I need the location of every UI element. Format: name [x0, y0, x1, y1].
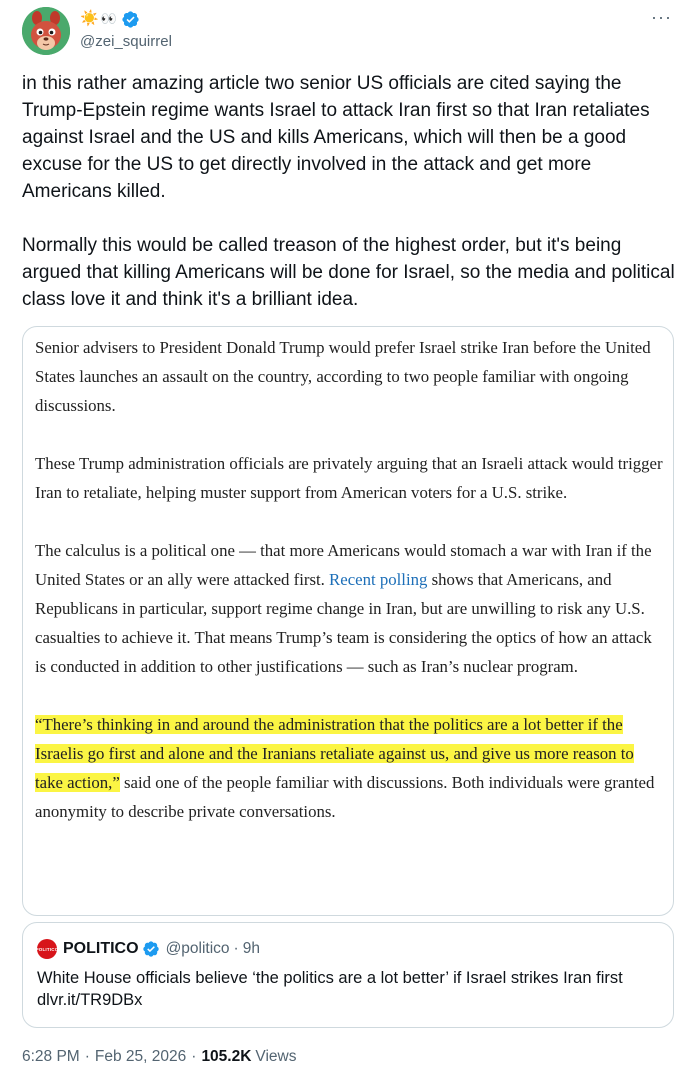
article-paragraph-3-end: shows that Americans, and Republicans in particular, support regime change in Iran, but are unwilling to risk any U.S. casualties to achieve it. That means Trump’s team is considering the optics of how an attack is conducted in addition to other justifications — such as Iran’s nuclear program.: [35, 570, 652, 676]
tweet-time[interactable]: 6:28 PM: [22, 1048, 80, 1065]
views-count[interactable]: 105.2K: [201, 1048, 252, 1065]
meta-separator: ·: [84, 1048, 90, 1065]
quoted-tweet-text: White House officials believe ‘the politics are a lot better’ if Israel strikes Iran first dlvr.it/TR9DBx: [37, 969, 623, 1009]
highlighted-quote: “There’s thinking in and around the administration that the politics are a lot better if the Israelis go first and alone and the Iranians retaliate against us, and give us more reason to take action,”: [35, 715, 634, 792]
squirrel-avatar-icon: [22, 7, 70, 55]
quoted-time[interactable]: 9h: [242, 940, 260, 957]
tweet-paragraph-1: in this rather amazing article two senior US officials are cited saying the Trump-Epstein regime wants Israel to attack Iran first so that Iran retaliates against Israel and the US and kills Americans, which will then be a good excuse for the US to get directly involved in the attack and get more Americans killed.: [22, 73, 650, 202]
verified-badge-icon: [142, 940, 160, 958]
article-paragraph-2: These Trump administration officials are privately arguing that an Israeli attack would trigger Iran to retaliate, helping muster support from American voters for a U.S. strike.: [35, 454, 663, 502]
display-name[interactable]: [80, 8, 140, 30]
tweet-paragraph-2: Normally this would be called treason of the highest order, but it's being argued that killing Americans will be done for Israel, so the media and political class love it and think it's a brilliant idea.: [22, 235, 675, 310]
article-paragraph-4: [35, 710, 665, 826]
article-paragraph-4-rest: said one of the people familiar with discussions. Both individuals were granted anonymity to describe private conversations.: [35, 773, 655, 821]
avatar[interactable]: [22, 7, 70, 55]
recent-polling-link: Recent polling: [329, 570, 428, 589]
quoted-author-handle[interactable]: @politico: [165, 940, 230, 957]
article-paragraph-3: [35, 536, 665, 681]
verified-badge-icon[interactable]: [121, 10, 140, 29]
sun-emoji: ☀️: [80, 10, 99, 27]
author-handle[interactable]: @zei_squirrel: [80, 33, 172, 50]
quoted-separator: ·: [233, 940, 239, 957]
more-options-icon[interactable]: ···: [651, 7, 672, 27]
quoted-author-name[interactable]: POLITICO: [63, 940, 139, 957]
eyes-emoji: 👀: [100, 11, 116, 26]
views-label: Views: [255, 1048, 297, 1065]
article-paragraph-3-start: The calculus is a political one — that more Americans would stomach a war with Iran if the United States or an ally were attacked first.: [35, 541, 652, 589]
meta-separator: ·: [191, 1048, 197, 1065]
article-screenshot-image[interactable]: [22, 326, 674, 916]
tweet-date[interactable]: Feb 25, 2026: [94, 1048, 187, 1065]
article-paragraph-1: Senior advisers to President Donald Trump would prefer Israel strike Iran before the United States launches an assault on the country, according to two people familiar with ongoing discussions.: [35, 338, 651, 415]
tweet-meta: [22, 1048, 297, 1066]
quoted-tweet[interactable]: [22, 922, 674, 1028]
politico-logo-icon: POLITICO: [37, 939, 57, 959]
quoted-tweet-header: [37, 938, 260, 960]
article-excerpt: [35, 333, 665, 826]
tweet-text: [22, 70, 677, 313]
